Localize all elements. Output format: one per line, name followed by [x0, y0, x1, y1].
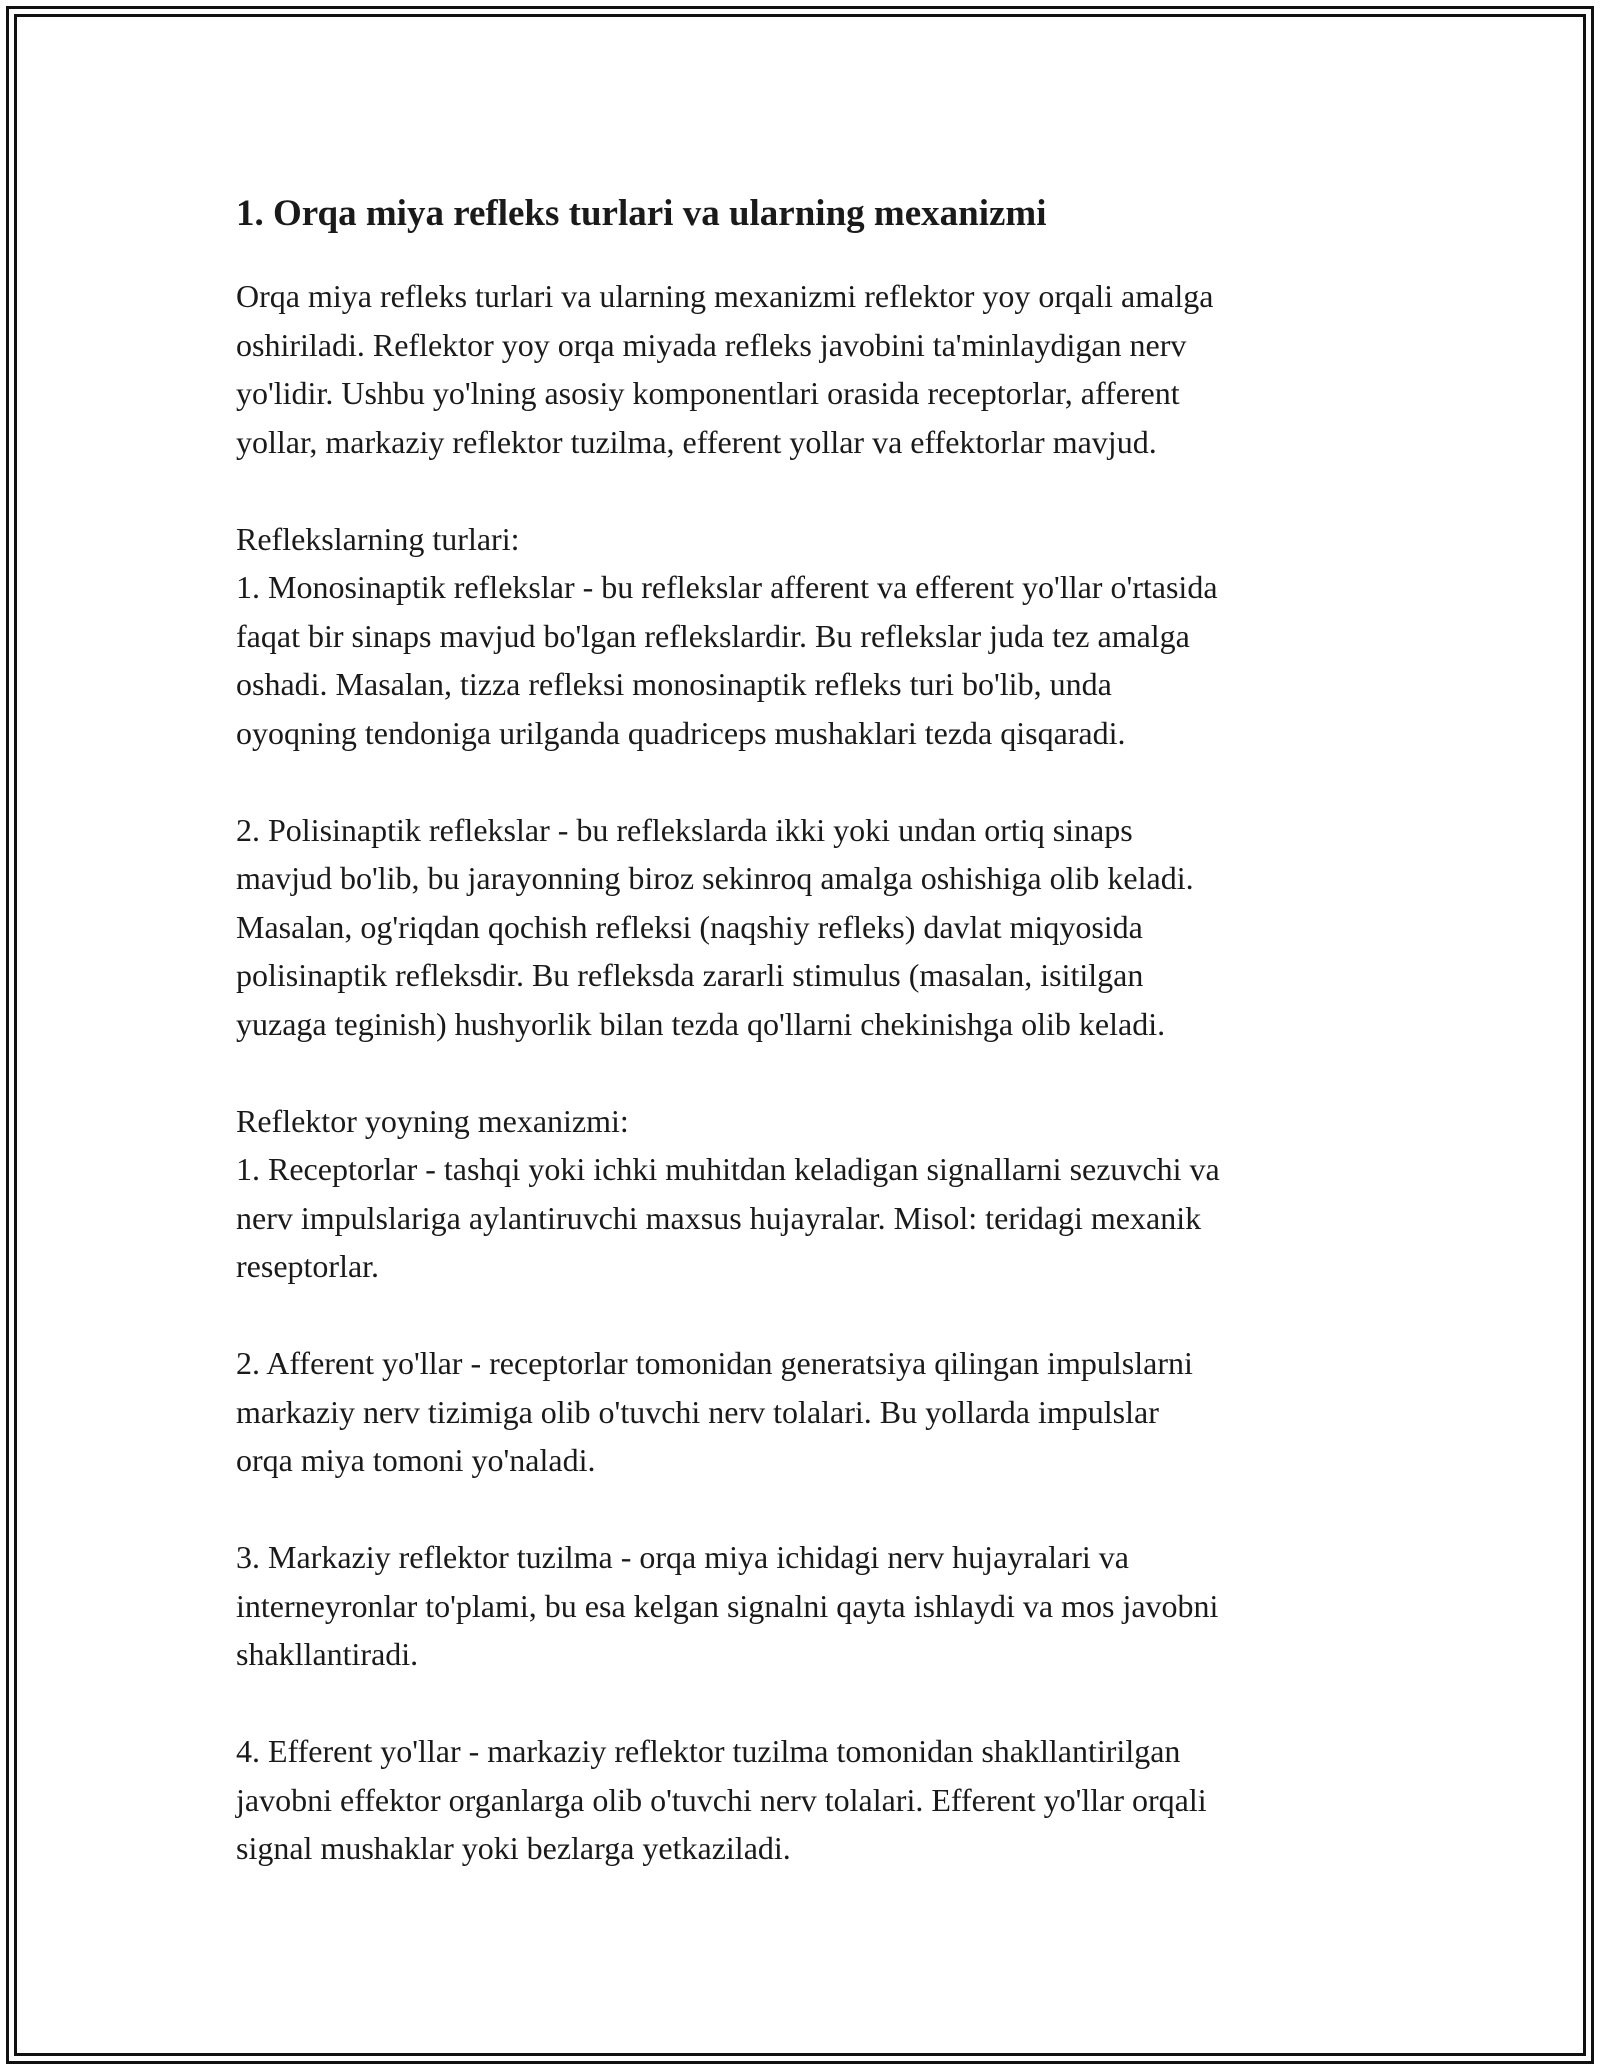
afferent-paragraph: 2. Afferent yo'llar - receptorlar tomonidan generatsiya qilingan impulslarni markaziy nerv tizimiga olib o'tuvchi nerv tolalari. Bu yollarda impulslar orqa miya tomoni yo'naladi. — [236, 1345, 1193, 1478]
intro-paragraph: Orqa miya refleks turlari va ularning mexanizmi reflektor yoy orqali amalga oshiriladi. Reflektor yoy orqa miyada refleks javobini ta'minlaydigan nerv yo'lidir. Ushbu yo'lning asosiy komponentlari orasida receptorlar, afferent yollar, markaziy reflektor tuzilma, efferent yollar va effektorlar mavjud. — [236, 278, 1214, 460]
polysynaptic-paragraph: 2. Polisinaptik reflekslar - bu reflekslarda ikki yoki undan ortiq sinaps mavjud bo'lib, bu jarayonning biroz sekinroq amalga oshishiga olib keladi. Masalan, og'riqdan qochish refleksi (naqshiy refleks) davlat miqyosida polisinaptik refleksdir. Bu refleksda zararli stimulus (masalan, isitilgan yuzaga teginish) hushyorlik bilan tezda qo'llarni chekinishga olib keladi. — [236, 811, 1194, 1042]
central-structure-paragraph: 3. Markaziy reflektor tuzilma - orqa miya ichidagi nerv hujayralari va interneyronlar to'plami, bu esa kelgan signalni qayta ishlaydi va mos javobni shakllantiradi. — [236, 1539, 1219, 1672]
efferent-paragraph: 4. Efferent yo'llar - markaziy reflektor tuzilma tomonidan shakllantirilgan javobni effektor organlarga olib o'tuvchi nerv tolalari. Efferent yo'llar orqali signal mushaklar yoki bezlarga yetkaziladi. — [236, 1733, 1207, 1866]
document-title: 1. Orqa miya refleks turlari va ularning mexanizmi — [236, 193, 1047, 234]
reflex-types-paragraph: Reflekslarning turlari: 1. Monosinaptik reflekslar - bu reflekslar afferent va efferent yo'llar o'rtasida faqat bir sinaps mavjud bo'lgan reflekslardir. Bu reflekslar juda tez amalga oshadi. Masalan, tizza refleksi monosinaptik refleks turi bo'lib, unda oyoqning tendoniga urilganda quadriceps mushaklari tezda qisqaradi. — [236, 520, 1218, 751]
document-body — [236, 186, 1376, 1873]
mechanism-receptors-paragraph: Reflektor yoyning mexanizmi: 1. Receptorlar - tashqi yoki ichki muhitdan keladigan signallarni sezuvchi va nerv impulslariga aylantiruvchi maxsus hujayralar. Misol: teridagi mexanik reseptorlar. — [236, 1102, 1220, 1284]
